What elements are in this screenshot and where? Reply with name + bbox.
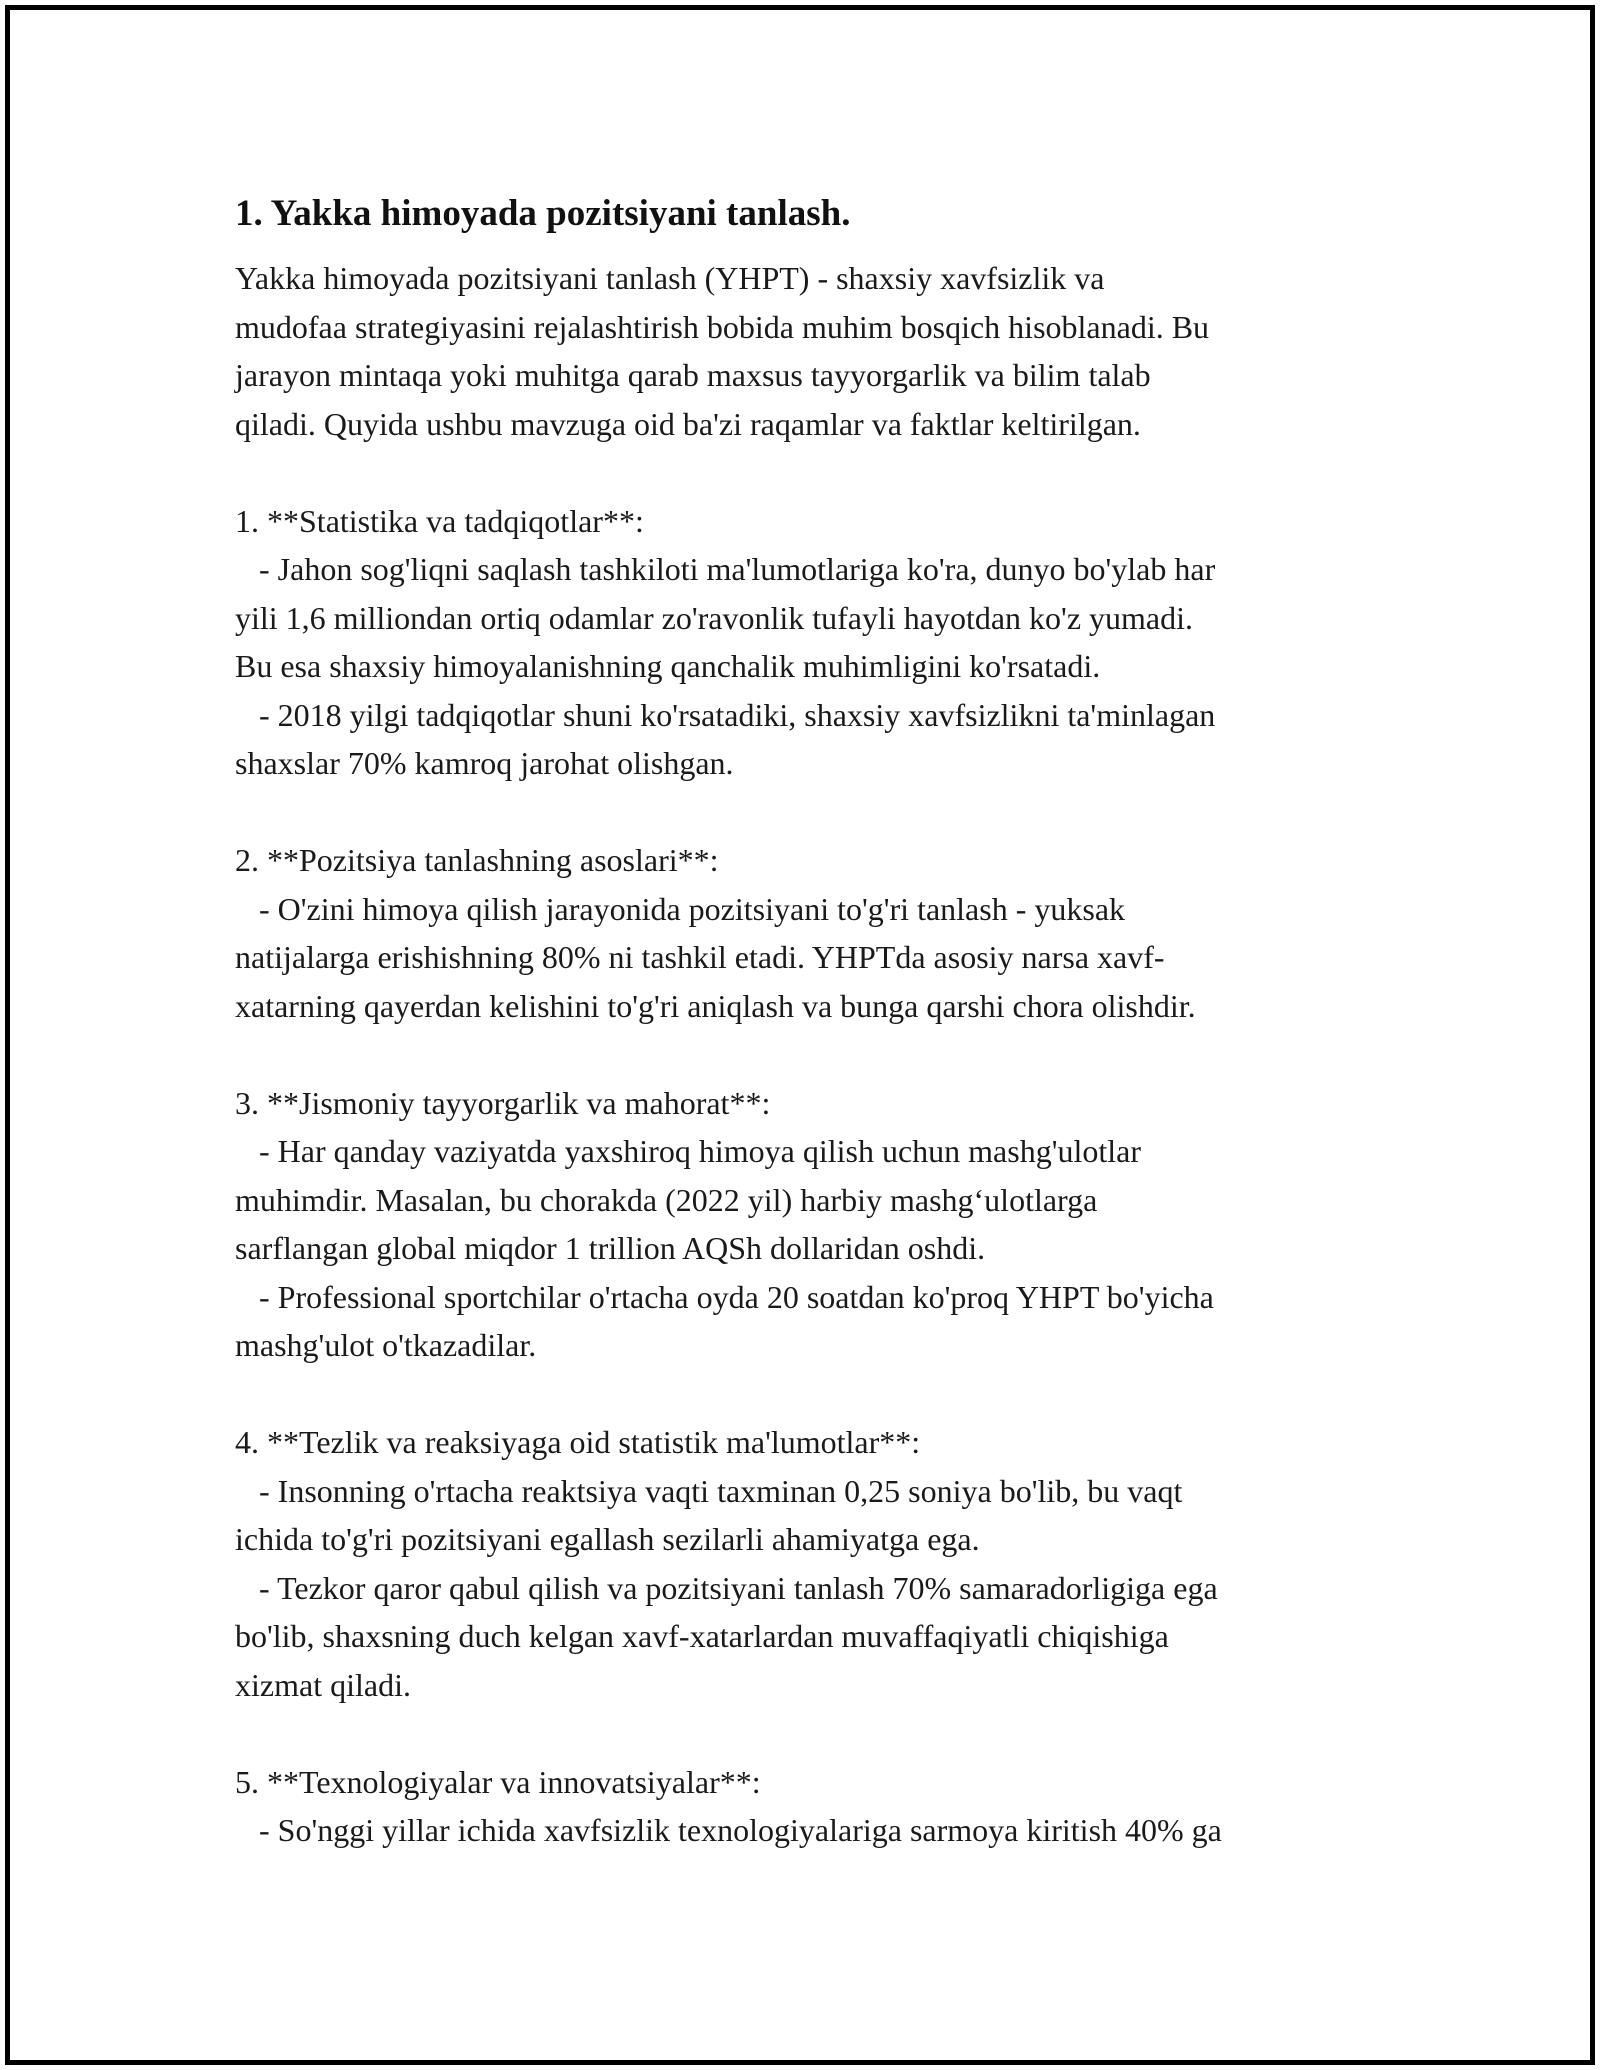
section-item: - 2018 yilgi tadqiqotlar shuni ko'rsatadiki, shaxsiy xavfsizlikni ta'minlagan shaxslar 70% kamroq jarohat olishgan. [235, 696, 1216, 781]
section-item: - Professional sportchilar o'rtacha oyda 20 soatdan ko'proq YHPT bo'yicha mashg'ulot o'tkazadilar. [235, 1278, 1214, 1363]
section-item: - So'nggi yillar ichida xavfsizlik texnologiyalariga sarmoya kiritish 40% ga [235, 1812, 1222, 1848]
section-heading: 1. **Statistika va tadqiqotlar**: [235, 502, 644, 539]
section-heading: 3. **Jismoniy tayyorgarlik va mahorat**: [235, 1084, 771, 1121]
section-physical-training [235, 1079, 1370, 1370]
paragraph-spacer [235, 1030, 1370, 1079]
section-heading: 2. **Pozitsiya tanlashning asoslari**: [235, 842, 719, 878]
paragraph-spacer [235, 788, 1370, 837]
paragraph-spacer [235, 1370, 1370, 1419]
paragraph-spacer [235, 448, 1370, 497]
section-statistics [235, 497, 1370, 788]
section-speed-reaction [235, 1418, 1370, 1709]
section-item: - Tezkor qaror qabul qilish va pozitsiyani tanlash 70% samaradorligiga ega bo'lib, shaxsning duch kelgan xavf-xatarlardan muvaffaqiyatli chiqishiga xizmat qiladi. [235, 1569, 1218, 1703]
section-heading: 4. **Tezlik va reaksiyaga oid statistik ma'lumotlar**: [235, 1424, 921, 1460]
section-item: - O'zini himoya qilish jarayonida pozitsiyani to'g'ri tanlash - yuksak natijalarga erishishning 80% ni tashkil etadi. YHPTda asosiy narsa xavf- xatarning qayerdan kelishini to'g'ri aniqlash va bunga qarshi chora olishdir. [235, 890, 1196, 1024]
section-position-basics [235, 836, 1370, 1030]
page-title: 1. Yakka himoyada pozitsiyani tanlash. [235, 193, 851, 234]
document-page [235, 188, 1370, 1855]
intro-paragraph: Yakka himoyada pozitsiyani tanlash (YHPT) - shaxsiy xavfsizlik va mudofaa strategiyasini rejalashtirish bobida muhim bosqich hisoblanadi. Bu jarayon mintaqa yoki muhitga qarab maxsus tayyorgarlik va bilim talab qiladi. Quyida ushbu mavzuga oid ba'zi raqamlar va faktlar keltirilgan. [235, 260, 1210, 442]
paragraph-spacer [235, 1709, 1370, 1758]
section-item: - Insonning o'rtacha reaktsiya vaqti taxminan 0,25 soniya bo'lib, bu vaqt ichida to'g'ri pozitsiyani egallash sezilarli ahamiyatga ega. [235, 1472, 1183, 1557]
section-technology [235, 1758, 1370, 1855]
section-item: - Jahon sog'liqni saqlash tashkiloti ma'lumotlariga ko'ra, dunyo bo'ylab har yili 1,6 milliondan ortiq odamlar zo'ravonlik tufayli hayotdan ko'z yumadi. Bu esa shaxsiy himoyalanishning qanchalik muhimligini ko'rsatadi. [235, 551, 1216, 684]
section-heading: 5. **Texnologiyalar va innovatsiyalar**: [235, 1763, 761, 1800]
section-item: - Har qanday vaziyatda yaxshiroq himoya qilish uchun mashg'ulotlar muhimdir. Masalan, bu chorakda (2022 yil) harbiy mashg‘ulotlarga sarflangan global miqdor 1 trillion AQSh dollaridan oshdi. [235, 1133, 1141, 1266]
